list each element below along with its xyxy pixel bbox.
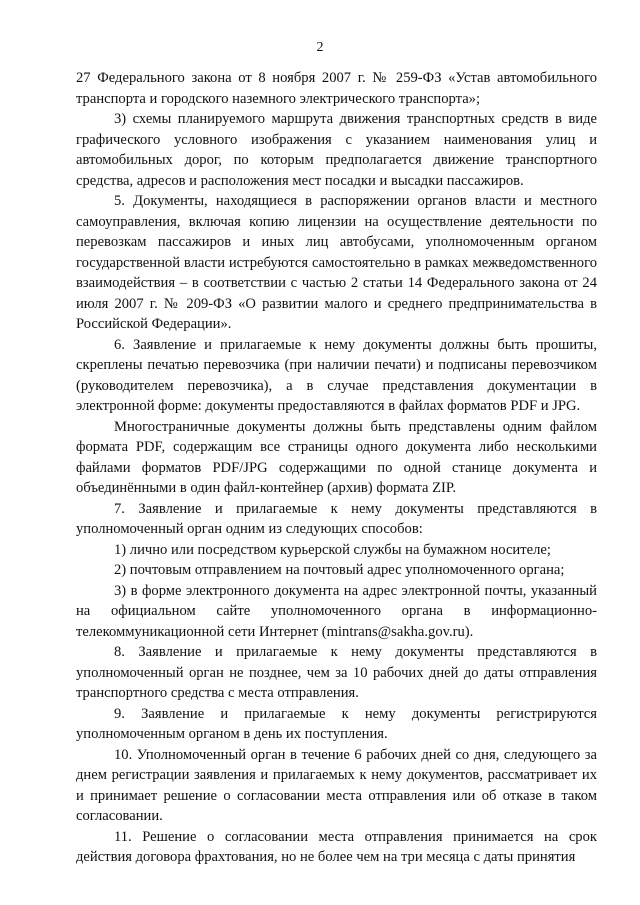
paragraph-8-deadline: 8. Заявление и прилагаемые к нему документы представляются в уполномоченный орган не позднее, чем за 10 рабочих дней до даты отправления транспортного средства с места отправления. [76, 644, 597, 701]
list-item-1-in-person: 1) лично или посредством курьерской службы на бумажном носителе; [114, 541, 551, 558]
paragraph-multipage-documents: Многостраничные документы должны быть представлены одним файлом формата PDF, содержащим все страницы одного документа либо несколькими файлами форматов PDF/JPG содержащими по одной станице документа и объединёнными в один файл-контейнер (архив) формата ZIP. [76, 418, 597, 496]
document-body [76, 68, 597, 868]
paragraph-continuation: 27 Федерального закона от 8 ноября 2007 г. № 259-ФЗ «Устав автомобильного транспорта и городского наземного электрического транспорта»; [76, 70, 597, 107]
paragraph-11-decision-term: 11. Решение о согласовании места отправления принимается на срок действия договора фрахтования, но не более чем на три месяца с даты принятия [76, 828, 597, 865]
paragraph-7-submission-methods: 7. Заявление и прилагаемые к нему документы представляются в уполномоченный орган одним из следующих способов: [76, 500, 597, 537]
paragraph-10-review: 10. Уполномоченный орган в течение 6 рабочих дней со дня, следующего за днем регистрации заявления и прилагаемых к нему документов, рассматривает их и принимает решение о согласовании места отправления или об отказе в таком согласовании. [76, 746, 597, 824]
list-item-2-by-mail: 2) почтовым отправлением на почтовый адрес уполномоченного органа; [114, 562, 565, 578]
page-number: 2 [316, 40, 324, 55]
paragraph-6-application-requirements: 6. Заявление и прилагаемые к нему документы должны быть прошиты, скреплены печатью перевозчика (при наличии печати) и подписаны перевозчиком (руководителем перевозчика), а в случае представления документации в электронной форме: документы предоставляются в файлах форматов PDF и JPG. [76, 336, 597, 414]
list-item-3-by-email: 3) в форме электронного документа на адрес электронной почты, указанный на официальном сайте уполномоченного органа в информационно-телекоммуникационной сети Интернет (mintrans@sakha.gov.ru). [76, 582, 597, 640]
paragraph-item-3-route-scheme: 3) схемы планируемого маршрута движения транспортных средств в виде графического условного изображения с указанием наименования улиц и автомобильных дорог, по которым предполагается движение транспортного средства, адресов и расположения мест посадки и высадки пассажиров. [76, 111, 597, 189]
paragraph-9-registration: 9. Заявление и прилагаемые к нему документы регистрируются уполномоченным органом в день их поступления. [76, 705, 597, 742]
paragraph-5-documents: 5. Документы, находящиеся в распоряжении органов власти и местного самоуправления, включая копию лицензии на осуществление деятельности по перевозкам пассажиров и иных лиц автобусами, уполномоченным органом государственной власти истребуются самостоятельно в рамках межведомственного взаимодействия – в соответствии с частью 2 статьи 14 Федерального закона от 24 июля 2007 г. № 209-ФЗ «О развитии малого и среднего предпринимательства в Российской Федерации». [76, 193, 597, 332]
